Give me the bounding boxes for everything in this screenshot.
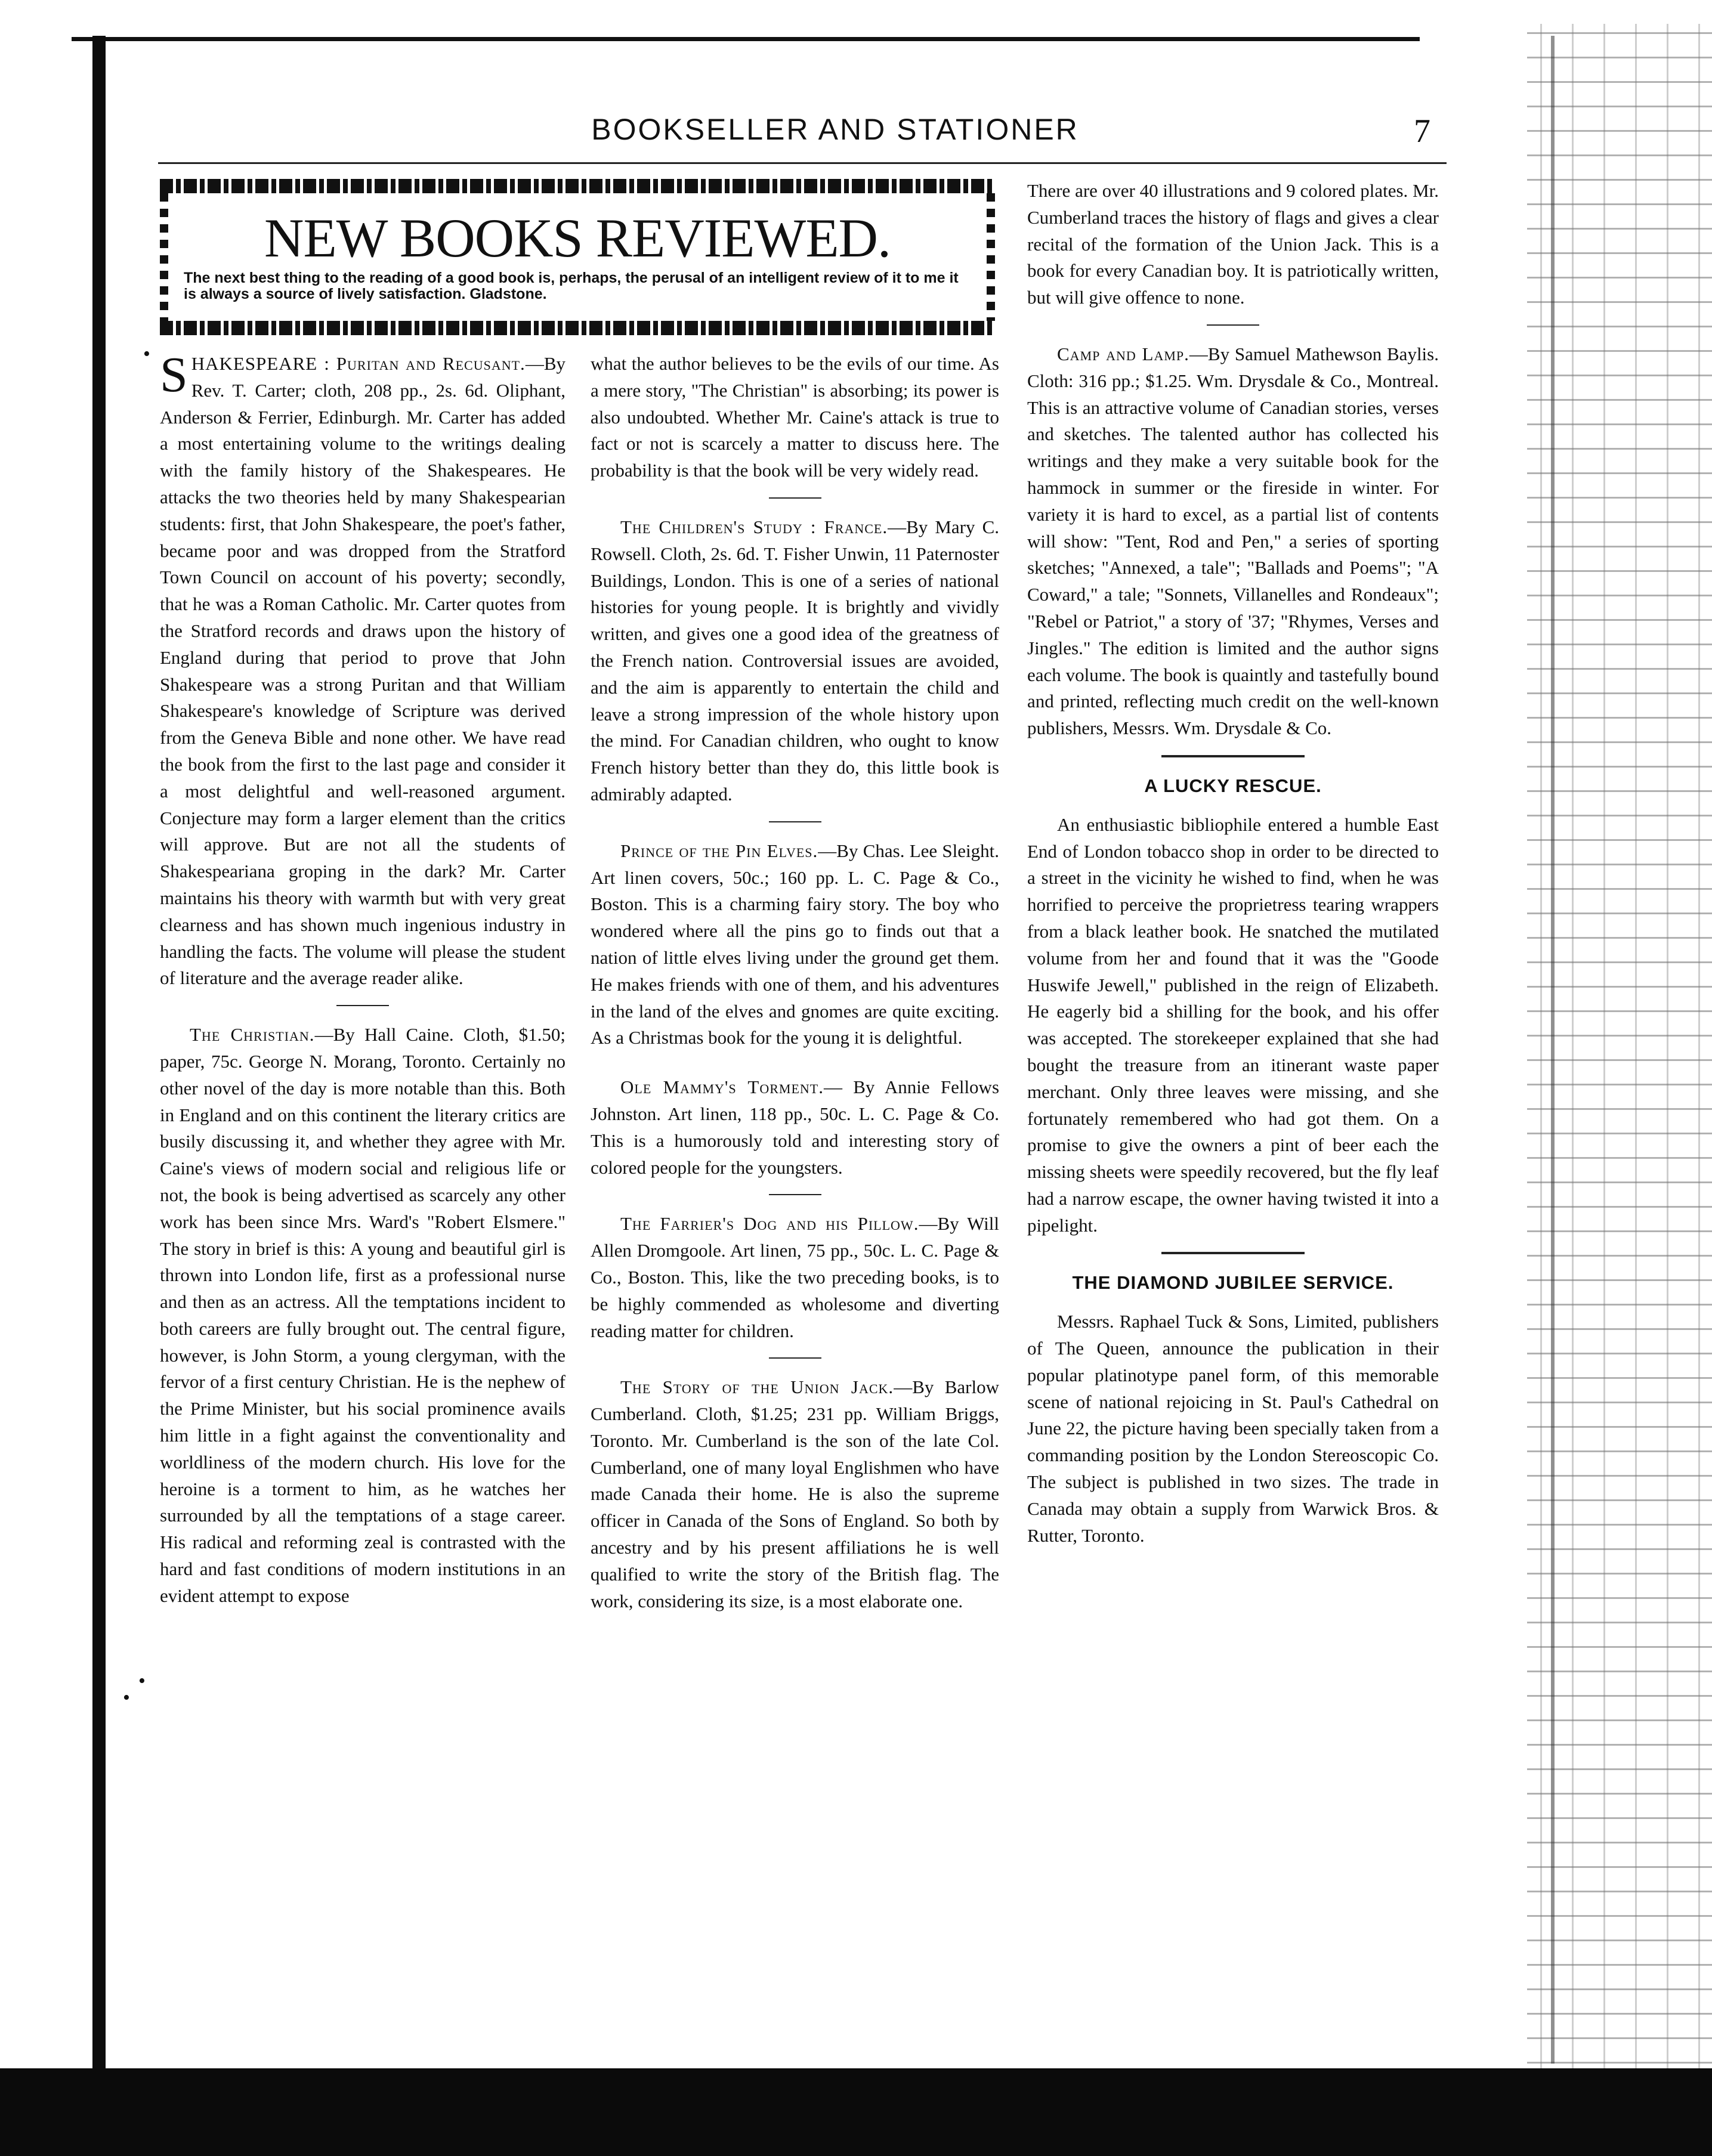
divider	[1161, 1252, 1305, 1254]
margin-mark: •	[138, 1670, 146, 1692]
review-title: The Story of the Union Jack.	[620, 1377, 894, 1398]
review-body: —By Barlow Cumberland. Cloth, $1.25; 231 pp. William Briggs, Toronto. Mr. Cumberland is the son of the late Col. Cumberland, one of many loyal Englishmen who have made Canada their home. He is also the supreme officer in Canada of the Sons of England. So both by ancestry and by his present affiliations he is well qualified to write the story of the British flag. The work, considering its size, is a most elaborate one.	[591, 1377, 999, 1611]
divider	[1161, 755, 1305, 757]
column-middle	[591, 351, 999, 1614]
review-body: —By Hall Caine. Cloth, $1.50; paper, 75c. George N. Morang, Toronto. Certainly no other novel of the day is more notable than this. Both in England and on this continent the literary critics are busily discussing it, and whether they agree with Mr. Caine's views of modern social and religious life or not, the book is being advertised as scarcely any other work has been since Mrs. Ward's "Robert Elsmere." The story in brief is this: A young and beautiful girl is thrown into London life, first as a professional nurse and then as an actress. All the temptations incident to both careers are fully brought out. The central figure, however, is John Storm, a young clergyman, with the fervor of a first century Christian. He is the nephew of the Prime Minister, but his social prominence avails him little in a fight against the conventionality and worldliness of the modern church. His love for the heroine is a torment to him, as he watches her surrounded by all the temptations of a stage career. His radical and reforming zeal is contrasted with the hard and fast conditions of modern institutions in an evident attempt to expose	[160, 1024, 565, 1606]
drop-cap: S	[160, 347, 188, 403]
divider	[769, 821, 821, 822]
column-right	[1027, 178, 1439, 1549]
scan-edge-line	[1551, 36, 1555, 2064]
divider	[336, 1005, 389, 1006]
review-childrens-study	[591, 514, 999, 808]
header-rule	[158, 162, 1447, 164]
review-farriers-dog	[591, 1211, 999, 1344]
review-title: Camp and Lamp.	[1057, 343, 1189, 364]
running-head: BOOKSELLER AND STATIONER	[591, 113, 1079, 146]
review-shakespeare	[160, 347, 565, 992]
jubilee-service-heading: THE DIAMOND JUBILEE SERVICE.	[1072, 1272, 1394, 1294]
review-title: Prince of the Pin Elves.	[620, 840, 818, 861]
review-title: The Farrier's Dog and his Pillow.	[620, 1213, 919, 1235]
scan-border-bottom	[0, 2068, 1712, 2156]
banner-border-top	[160, 179, 995, 193]
section-banner	[160, 179, 995, 335]
divider	[1207, 324, 1259, 326]
divider	[769, 1194, 821, 1195]
banner-quote: The next best thing to the reading of a good book is, perhaps, the perusal of an intelligent review of it to me it is always a source of lively satisfaction. Gladstone.	[184, 270, 959, 302]
review-pin-elves	[591, 838, 999, 1051]
review-body: —By Chas. Lee Sleight. Art linen covers, 50c.; 160 pp. L. C. Page & Co., Boston. This is a charming fairy story. The boy who wondered where all the pins go to finds out that a nation of little elves living under the ground get them. He makes friends with one of them, and his adventures in the land of the elves and gnomes are quite exciting. As a Christmas book for the young it is delightful.	[591, 840, 999, 1048]
review-body: —By Will Allen Dromgoole. Art linen, 75 pp., 50c. L. C. Page & Co., Boston. This, like the two preceding books, is to be highly commended as wholesome and diverting reading matter for children.	[591, 1213, 999, 1341]
page-number: 7	[1414, 113, 1430, 150]
review-body: —By Rev. T. Carter; cloth, 208 pp., 2s. 6d. Oliphant, Anderson & Ferrier, Edinburgh. Mr. Carter has added a most entertaining volume to the writings dealing with the family history of the Shakespeares. He attacks the two theories held by many Shakespearian students: first, that John Shakespeare, the poet's father, became poor and was dropped from the Stratford Town Council on account of his poverty; secondly, that he was a Roman Catholic. Mr. Carter quotes from the Stratford records and draws upon the history of England during that period to prove that John Shakespeare was a strong Puritan and that William Shakespeare's knowledge of Scripture was derived from the Geneva Bible and none other. We have read the book from the first to the last page and consider it a most delightful and well-reasoned argument. Conjecture may form a larger element than the critics will approve. But are not all the students of Shakespeariana groping in the dark? Mr. Carter maintains his theory with warmth but with very great clearness and has shown much ingenious industry in handling the facts. The volume will please the student of literature and the average reader alike.	[160, 353, 565, 989]
review-title: HAKESPEARE : Puritan and Recusant.	[191, 353, 526, 374]
column-left	[160, 347, 565, 1610]
divider	[769, 497, 821, 499]
spacer	[591, 1051, 999, 1074]
review-the-christian	[160, 1022, 565, 1610]
review-title: The Christian.	[190, 1024, 315, 1045]
scan-edge-noise	[1527, 24, 1712, 2070]
banner-title: NEW BOOKS REVIEWED.	[264, 208, 891, 268]
review-union-jack	[591, 1374, 999, 1614]
review-ole-mammy	[591, 1074, 999, 1181]
lucky-rescue-heading: A LUCKY RESCUE.	[1144, 775, 1322, 796]
scan-border-top	[72, 37, 1420, 41]
margin-mark: •	[143, 343, 150, 365]
review-title: Ole Mammy's Torment.	[620, 1077, 824, 1098]
review-camp-and-lamp	[1027, 341, 1439, 742]
review-body: —By Mary C. Rowsell. Cloth, 2s. 6d. T. Fisher Unwin, 11 Paternoster Buildings, London. This is one of a series of national histories for young people. It is brightly and vividly written, and gives one a good idea of the greatness of the French nation. Controversial issues are avoided, and the aim is apparently to entertain the child and leave a strong impression of the whole history upon the mind. For Canadian children, who ought to know French history better than they do, this little book is admirably adapted.	[591, 516, 1000, 805]
review-christian-continued: what the author believes to be the evils of our time. As a mere story, "The Christian" is absorbing; its power is also undoubted. Whether Mr. Caine's attack is true to fact or not is scarcely a matter to discuss here. The probability is that the book will be very widely read.	[591, 353, 999, 481]
review-union-jack-continued: There are over 40 illustrations and 9 colored plates. Mr. Cumberland traces the history of flags and gives a clear recital of the formation of the Union Jack. This is a book for every Canadian boy. It is patriotically written, but will give offence to none.	[1027, 180, 1439, 308]
margin-mark: •	[123, 1687, 130, 1709]
review-title: The Children's Study : France.	[620, 516, 888, 537]
lucky-rescue-body: An enthusiastic bibliophile entered a humble East End of London tobacco shop in order to be directed to a street in the vicinity he wished to find, when he was horrified to perceive the proprietress tearing wrappers from a black leather book. He snatched the mutilated volume from her and found that it was the "Goode Huswife Jewell," published in the reign of Elizabeth. He eagerly bid a shilling for the book, and his offer was accepted. The storekeeper explained that she had bought the treasure from an itinerant waste paper merchant. Only three leaves were missing, and she fortunately remembered who had got them. On a promise to give the owners a pint of beer each the missing sheets were speedily recovered, but the fly leaf had a narrow escape, the owner having twisted it into a pipelight.	[1027, 813, 1439, 1236]
review-body: —By Samuel Mathewson Baylis. Cloth: 316 pp.; $1.25. Wm. Drysdale & Co., Montreal. This is an attractive volume of Canadian stories, verses and sketches. The talented author has collected his writings and they make a very suitable book for the hammock in summer or the fireside in winter. For variety it is hard to excel, as a partial list of contents will show: "Tent, Rod and Pen," a series of sporting sketches; "Annexed, a tale"; "Ballads and Poems"; "A Coward," a tale; "Sonnets, Villanelles and Rondeaux"; "Rebel or Patriot," a story of '37; "Rhymes, Verses and Jingles." The edition is limited and the author signs each volume. The book is quaintly and tastefully bound and printed, reflecting much credit on the well-known publishers, Messrs. Wm. Drysdale & Co.	[1027, 343, 1439, 739]
jubilee-service-body: Messrs. Raphael Tuck & Sons, Limited, publishers of The Queen, announce the publication in their popular platinotype panel form, of this memorable scene of national rejoicing in St. Paul's Cathedral on June 22, the picture having been specially taken from a commanding position by the London Stereoscopic Co. The subject is published in two sizes. The trade in Canada may obtain a supply from Warwick Bros. & Rutter, Toronto.	[1027, 1311, 1439, 1546]
review-body: — By Annie Fellows Johnston. Art linen, 118 pp., 50c. L. C. Page & Co. This is a humorously told and interesting story of colored people for the youngsters.	[591, 1077, 1000, 1178]
banner-border-bottom	[160, 321, 995, 335]
scan-border-left	[92, 36, 106, 2087]
divider	[769, 1357, 821, 1359]
